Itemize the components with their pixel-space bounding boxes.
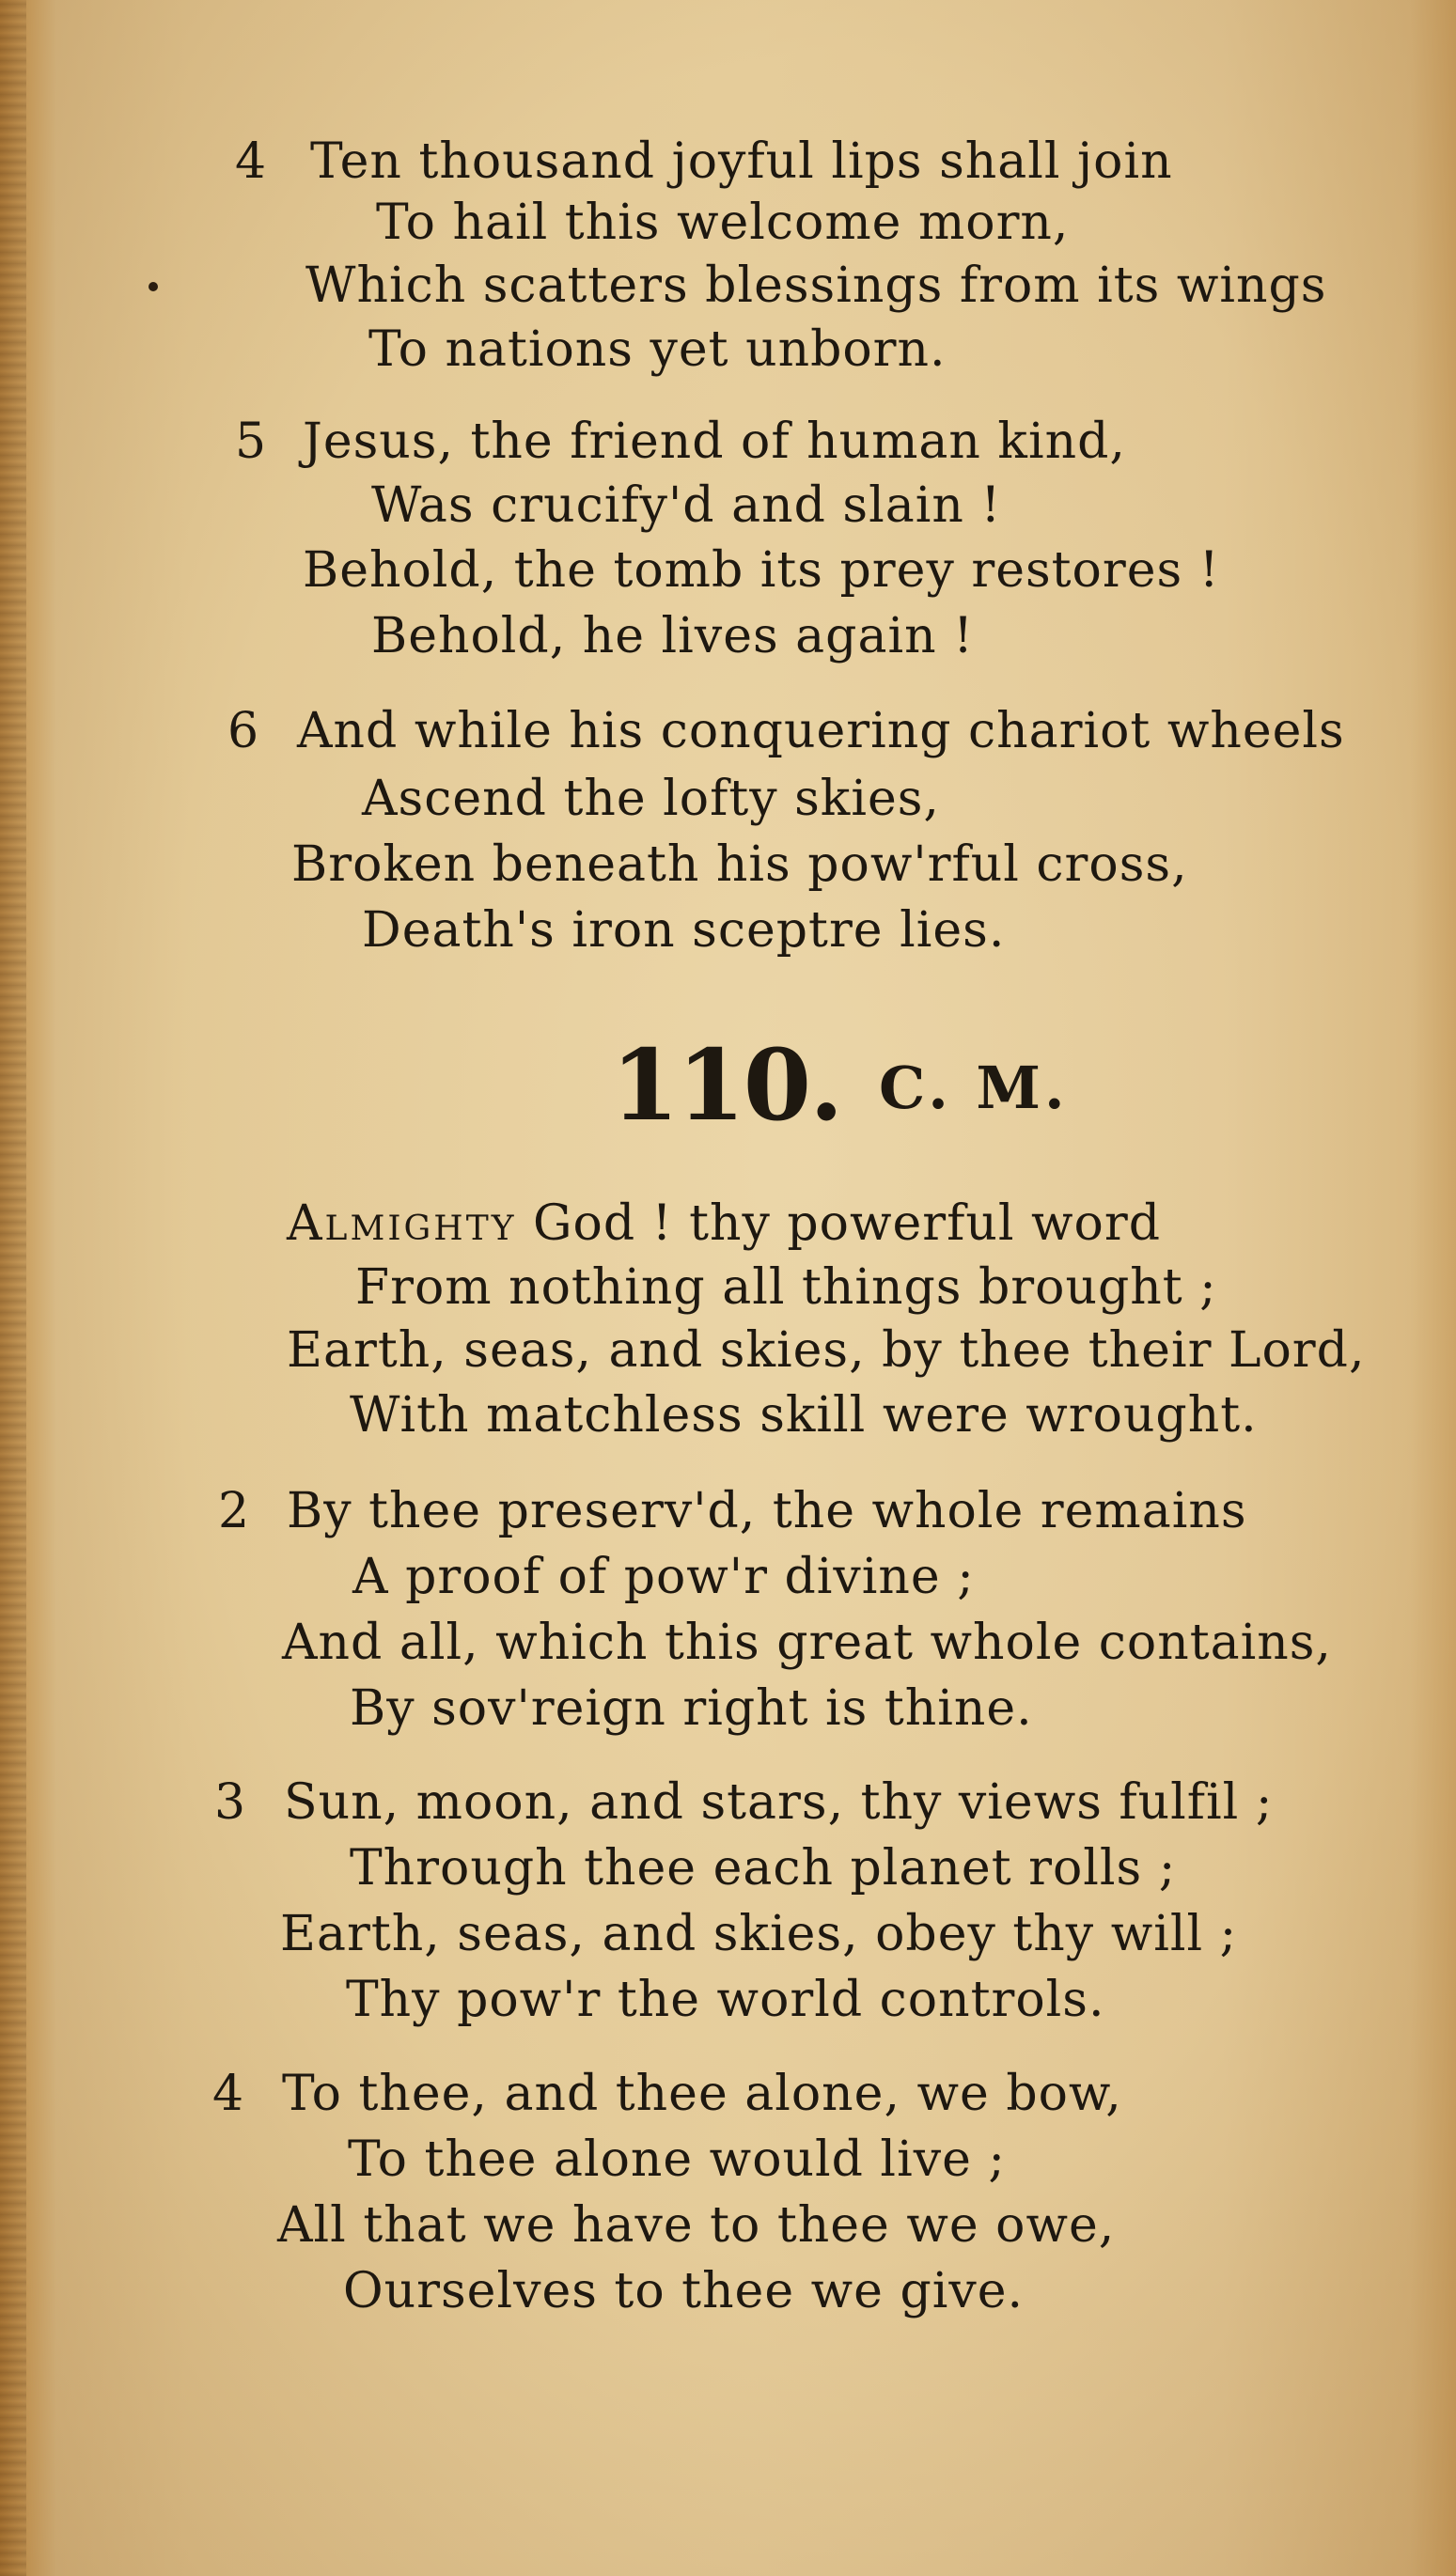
verse-line: Which scatters blessings from its wings [305,258,1327,314]
verse-line: And while his conquering chariot wheels [297,703,1345,759]
verse-line: Ascend the lofty skies, [362,771,940,827]
hymn-meter: C. M. [879,1054,1069,1122]
verse-line: To nations yet unborn. [368,321,947,378]
verse-line: Behold, he lives again ! [371,608,975,664]
drop-word: Almighty [287,1195,517,1252]
verse-line: Was crucify'd and slain ! [371,477,1002,534]
verse-line: Through thee each planet rolls ; [350,1840,1177,1897]
verse-line: Death's iron sceptre lies. [362,902,1006,959]
verse-line: Ten thousand joyful lips shall join [310,133,1173,190]
verse-line: By sov'reign right is thine. [350,1680,1033,1737]
stanza-number: 6 [227,703,259,759]
page-binding-edge [0,0,26,2576]
hymn-heading [0,1024,1456,1147]
stanza-number: 4 [235,133,267,190]
ink-mark [149,282,158,291]
verse-line: Jesus, the friend of human kind, [303,414,1126,470]
first-line-rest: God ! thy powerful word [516,1195,1161,1252]
stanza-number: 2 [218,1483,250,1539]
verse-line: To thee, and thee alone, we bow, [282,2066,1122,2122]
stanza-number: 5 [235,414,267,470]
verse-line: From nothing all things brought ; [355,1259,1217,1316]
verse-line: With matchless skill were wrought. [350,1387,1258,1444]
verse-line: And all, which this great whole contains, [282,1615,1332,1671]
verse-line: Ourselves to thee we give. [343,2263,1025,2319]
stanza-number: 4 [212,2066,244,2122]
verse-line: All that we have to thee we owe, [277,2197,1116,2254]
verse-line: Earth, seas, and skies, by thee their Lord, [287,1322,1366,1379]
verse-line: To thee alone would live ; [348,2131,1006,2188]
verse-line: Thy pow'r the world controls. [346,1972,1105,2028]
verse-line: Behold, the tomb its prey restores ! [303,542,1220,599]
hymn-number: 110. [611,1027,842,1143]
verse-line: Sun, moon, and stars, thy views fulfil ; [284,1774,1274,1831]
verse-line: Earth, seas, and skies, obey thy will ; [280,1906,1238,1962]
verse-first-line [287,1194,1161,1254]
verse-line: By thee preserv'd, the whole remains [287,1483,1247,1539]
stanza-number: 3 [214,1774,246,1831]
verse-line: A proof of pow'r divine ; [352,1549,975,1605]
verse-line: Broken beneath his pow'rful cross, [291,836,1188,893]
verse-line: To hail this welcome morn, [376,195,1070,251]
